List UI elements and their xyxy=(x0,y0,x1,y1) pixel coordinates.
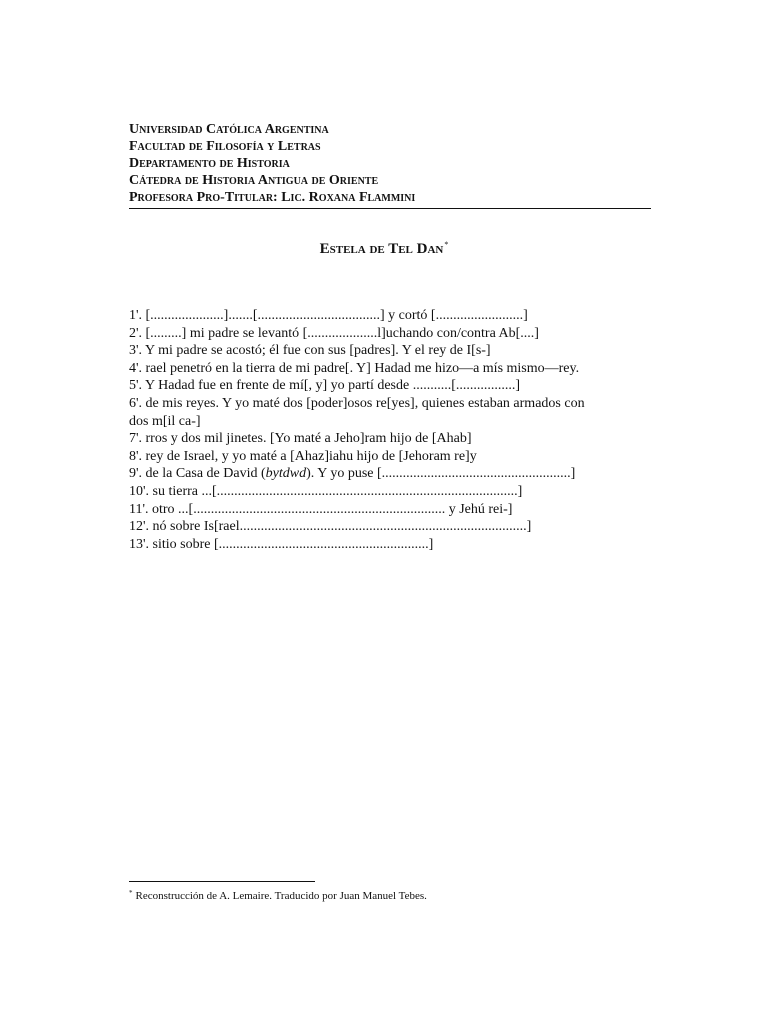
footnote xyxy=(129,889,427,902)
inscription-line-7: 7'. rros y dos mil jinetes. [Yo maté a Jeho]ram hijo de [Ahab] xyxy=(129,431,472,447)
header-divider xyxy=(129,208,651,209)
line-9-start: 9'. de la Casa de David ( xyxy=(129,466,266,482)
inscription-text xyxy=(129,307,651,553)
footnote-marker: * xyxy=(129,889,133,897)
footnote-text: Reconstrucción de A. Lemaire. Traducido por Juan Manuel Tebes. xyxy=(135,890,427,902)
inscription-line-6-cont: dos m[il ca-] xyxy=(129,413,201,429)
inscription-line-8: 8'. rey de Israel, y yo maté a [Ahaz]iahu hijo de [Jehoram re]y xyxy=(129,448,477,464)
inscription-line-1: 1'. [.....................].......[...................................] y cortó [.........................] xyxy=(129,308,528,323)
inscription-line-4: 4'. rael penetró en la tierra de mi padre[. Y] Hadad me hizo—a mís mismo—rey. xyxy=(129,360,580,376)
document-title xyxy=(0,240,768,258)
inscription-line-2: 2'. [.........] mi padre se levantó [....................l]uchando con/contra Ab[....] xyxy=(129,325,539,341)
header-chair: Cátedra de Historia Antigua de Oriente xyxy=(129,173,379,188)
header-professor: Profesora Pro-Titular: Lic. Roxana Flammini xyxy=(129,190,416,205)
header-university: Universidad Católica Argentina xyxy=(129,122,329,137)
inscription-line-9 xyxy=(129,465,651,483)
title-footnote-marker: * xyxy=(444,240,449,249)
line-9-italic-term: bytdwd xyxy=(265,466,307,482)
inscription-line-3: 3'. Y mi padre se acostó; él fue con sus [padres]. Y el rey de I[s-] xyxy=(129,343,491,359)
header-faculty: Facultad de Filosofía y Letras xyxy=(129,139,321,154)
header-department: Departamento de Historia xyxy=(129,156,290,171)
inscription-line-5: 5'. Y Hadad fue en frente de mí[, y] yo partí desde ...........[.................] xyxy=(129,378,521,394)
inscription-line-10: 10'. su tierra ...[......................................................................................] xyxy=(129,483,523,499)
inscription-line-11: 11'. otro ...[........................................................................ y Jehú rei-] xyxy=(129,501,513,517)
inscription-line-13: 13'. sitio sobre [............................................................] xyxy=(129,536,434,552)
inscription-line-12: 12'. nó sobre Is[rael..................................................................................] xyxy=(129,519,532,535)
institution-header xyxy=(129,121,651,206)
inscription-line-6: 6'. de mis reyes. Y yo maté dos [poder]osos re[yes], quienes estaban armados con xyxy=(129,395,585,411)
footnote-divider xyxy=(129,881,315,882)
title-text: Estela de Tel Dan xyxy=(319,241,444,257)
line-9-rest: ). Y yo puse [......................................................] xyxy=(306,466,576,482)
